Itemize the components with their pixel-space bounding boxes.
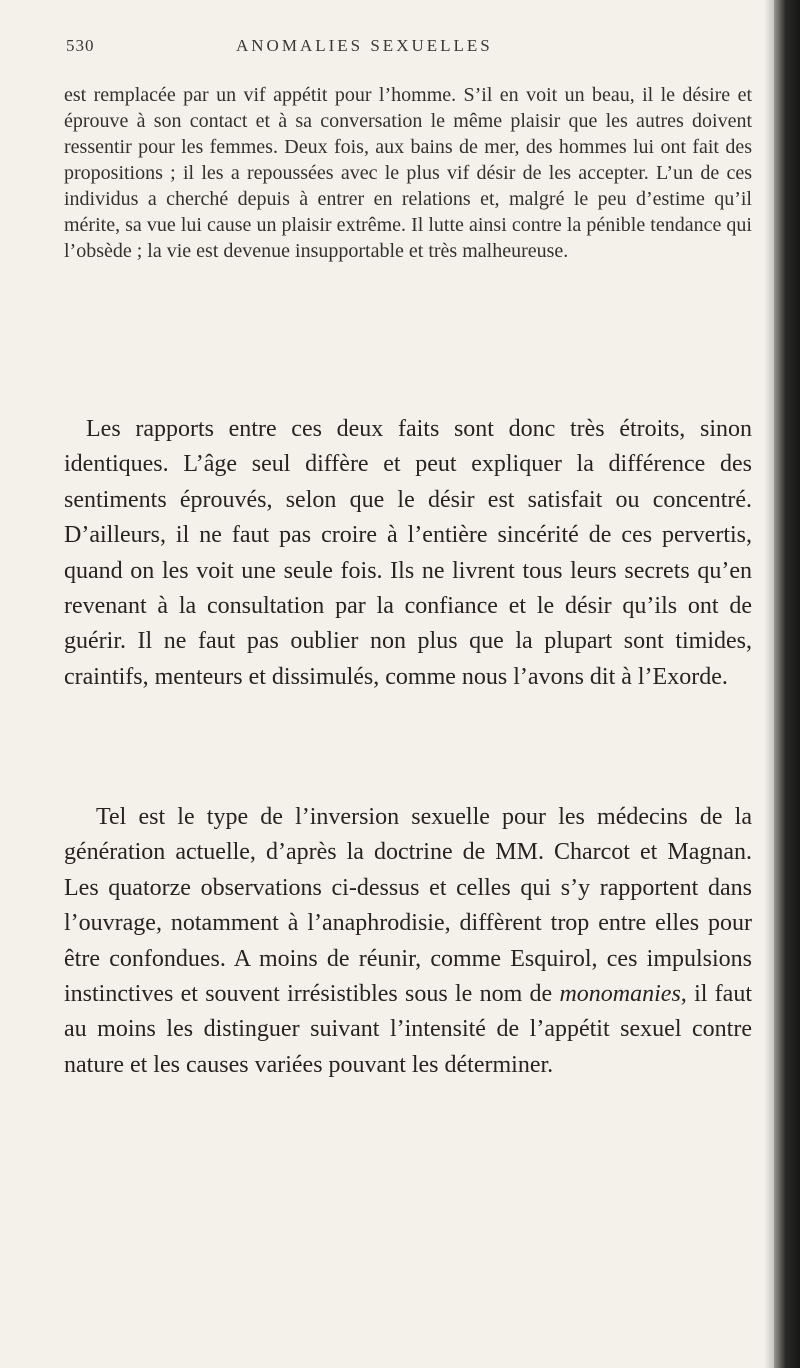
running-title: ANOMALIES SEXUELLES bbox=[236, 36, 493, 55]
paragraph-text-start: Tel est le type de l’inversion sexuelle pour les médecins de la génération actuelle, d’après la doctrine de MM. Charcot et Magnan. Les quatorze observations ci-dessus et celles qui s’y rapportent dans l’ouvrage, notamment à l’anaphrodisie, diffèrent trop entre elles pour être confondues. A moins de réunir, comme Esquirol, ces impulsions instinctives et souvent irrésistibles sous le nom de bbox=[64, 804, 752, 1008]
paragraph-comparison: Les rapports entre ces deux faits sont donc très étroits, sinon identiques. L’âge seul diffère et peut expliquer la différence des sentiments éprouvés, selon que le désir est satisfait ou concentré. D’ailleurs, il ne faut pas croire à l’entière sincérité de ces pervertis, quand on les voit une seule fois. Ils ne livrent tous leurs secrets qu’en revenant à la consultation par la confiance et le désir qu’ils ont de guérir. Il ne faut pas oublier non plus que la plupart sont timides, craintifs, menteurs et dissimulés, comme nous l’avons dit à l’Exorde. bbox=[64, 416, 752, 690]
paragraph-case-description: est remplacée par un vif appétit pour l’homme. S’il en voit un beau, il le désire et éprouve à son contact et à sa conversation le même plaisir que les autres doivent ressentir pour les femmes. Deux fois, aux bains de mer, des hommes lui ont fait des propositions ; il les a repoussées avec le plus vif désir de les accepter. L’un de ces individus a cherché depuis à entrer en relations et, malgré le peu d’estime qu’il mérite, sa vue lui cause un plaisir extrême. Il lutte ainsi contre la pénible tendance qui l’obsède ; la vie est devenue insupportable et très malheureuse. bbox=[64, 84, 752, 262]
page-number: 530 bbox=[66, 36, 95, 55]
italic-term: monomanies, bbox=[559, 981, 687, 1008]
paragraph-text-end: il faut au moins les distinguer suivant l’intensité de l’appétit sexuel contre nature et les causes variées pouvant les déterminer. bbox=[64, 981, 752, 1078]
paragraph-inversion-type bbox=[64, 800, 752, 1083]
binding-shadow bbox=[764, 0, 774, 1368]
page-edge-border bbox=[774, 0, 800, 1368]
